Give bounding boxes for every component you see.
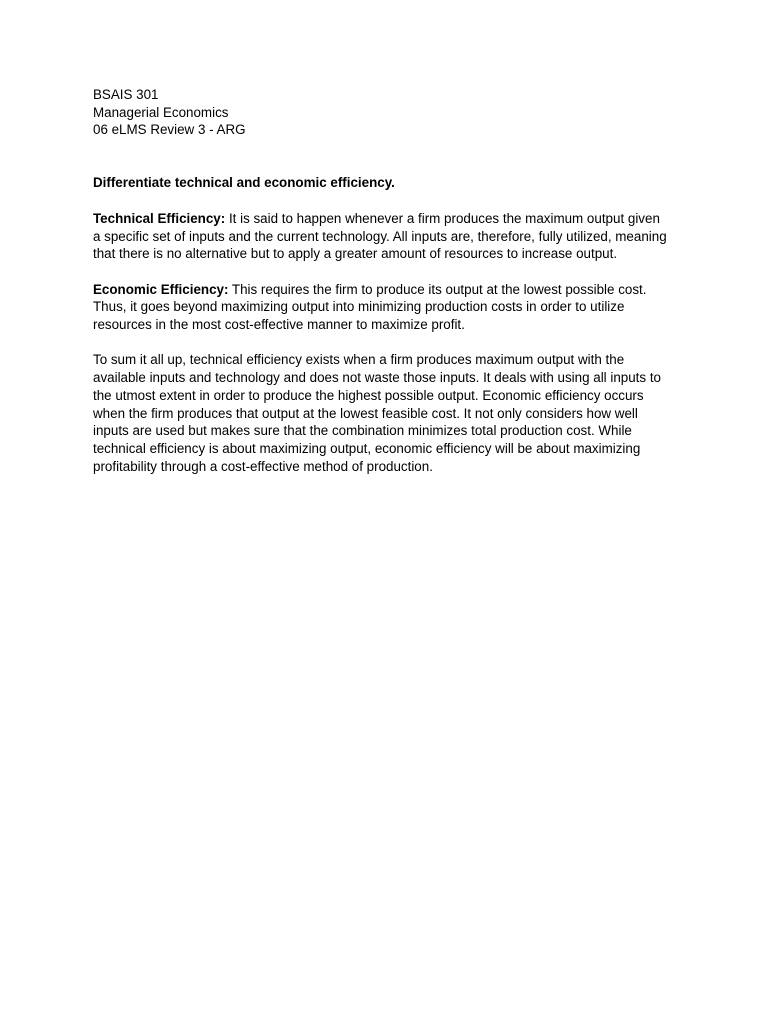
economic-efficiency-term: Economic Efficiency:	[93, 281, 229, 297]
document-body	[93, 86, 668, 475]
course-code: BSAIS 301	[93, 87, 159, 102]
assignment-title: 06 eLMS Review 3 - ARG	[93, 122, 246, 138]
summary-paragraph: To sum it all up, technical efficiency exists when a firm produces maximum output with the available inputs and technology and does not waste those inputs. It deals with using all inputs to the utmost extent in order to produce the highest possible output. Economic efficiency occurs when the firm produces that output at the lowest feasible cost. It not only considers how well inputs are used but makes sure that the combination minimizes total production cost. While technical efficiency is about maximizing output, economic efficiency will be about maximizing profitability through a cost-effective method of production.	[93, 352, 661, 474]
spacer	[93, 139, 668, 157]
spacer	[93, 263, 668, 281]
course-name: Managerial Economics	[93, 104, 229, 120]
technical-efficiency-paragraph	[93, 210, 668, 263]
question-heading: Differentiate technical and economic efficiency.	[93, 175, 395, 191]
technical-efficiency-term: Technical Efficiency:	[93, 210, 226, 226]
spacer	[93, 157, 668, 175]
spacer	[93, 334, 668, 352]
technical-efficiency-text: It is said to happen whenever a firm produces the maximum output given a specific set of inputs and the current technology. All inputs are, therefore, fully utilized, meaning that there is no alternative but to apply a greater amount of resources to increase output.	[93, 210, 667, 262]
spacer	[93, 192, 668, 210]
economic-efficiency-text: This requires the firm to produce its output at the lowest possible cost. Thus, it goes beyond maximizing output into minimizing production costs in order to utilize resources in the most cost-effective manner to maximize profit.	[93, 281, 647, 333]
economic-efficiency-paragraph	[93, 281, 668, 334]
